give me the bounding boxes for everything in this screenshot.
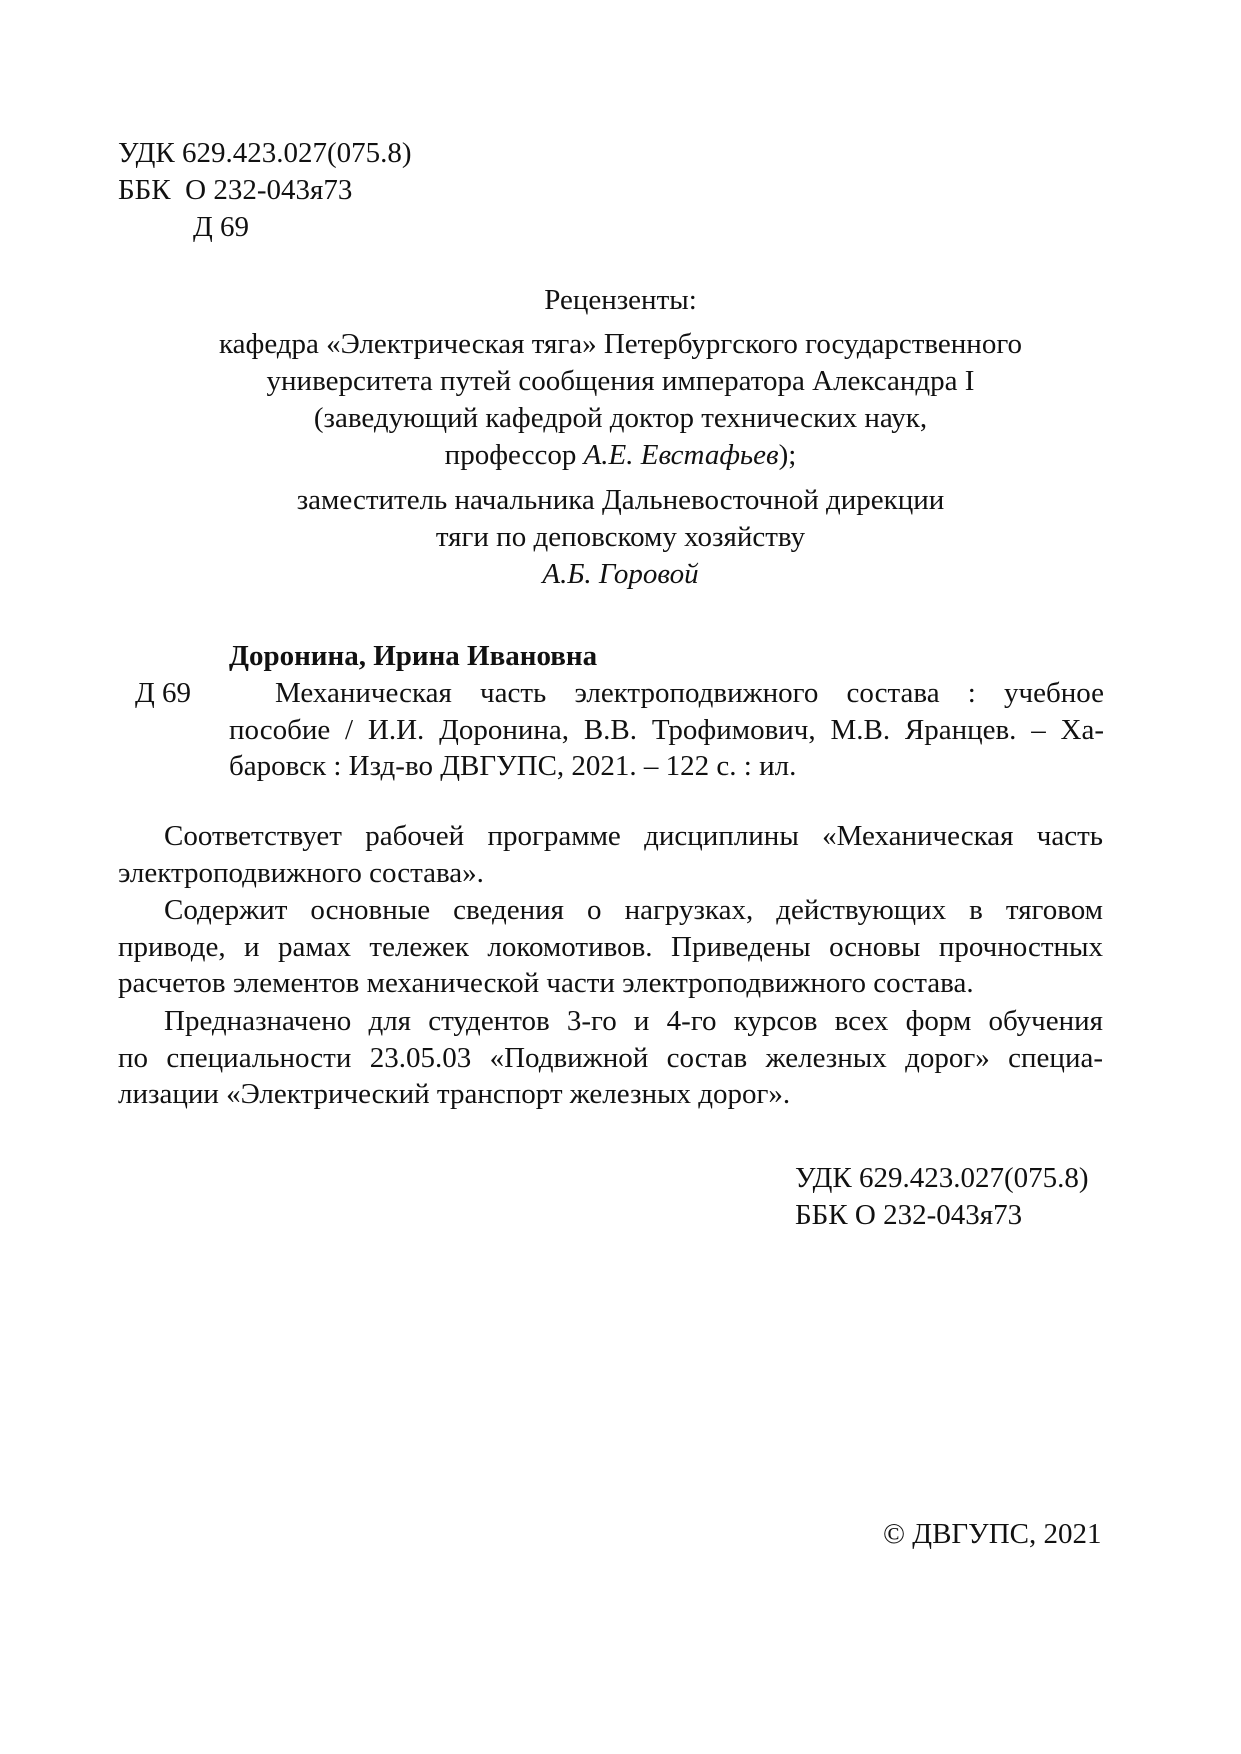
reviewer2-line1: заместитель начальника Дальневосточной дирекции xyxy=(296,484,945,516)
bottom-udk-code: УДК 629.423.027(075.8) xyxy=(795,1162,1089,1194)
bibliographic-line3: баровск : Изд-во ДВГУПС, 2021. – 122 с. : ил. xyxy=(229,750,797,782)
copyright-notice: © ДВГУПС, 2021 xyxy=(883,1518,1102,1550)
annotation-p3-line3: лизации «Электрический транспорт железных дорог». xyxy=(118,1078,791,1110)
annotation-paragraph-2 xyxy=(118,892,1103,1002)
reviewer1-line4 xyxy=(0,437,1241,473)
reviewer1-name: А.Е. Евстафьев xyxy=(583,439,779,471)
bottom-bbk-code: ББК О 232-043я73 xyxy=(795,1199,1023,1231)
annotation-p2-line1: Содержит основные сведения о нагрузках, действующих в тяговом xyxy=(164,894,1103,926)
bibliographic-mark: Д 69 xyxy=(135,677,192,709)
annotation-p1-line2: электроподвижного состава». xyxy=(118,856,484,889)
annotation-paragraph-3 xyxy=(118,1003,1103,1113)
reviewer2-line2: тяги по деповскому хозяйству xyxy=(435,521,806,553)
annotation-p3-line2: по специальности 23.05.03 «Подвижной состав железных дорог» специа- xyxy=(118,1041,1103,1074)
bibliographic-line2: пособие / И.И. Доронина, В.В. Трофимович, М.В. Яранцев. – Ха- xyxy=(229,713,1104,746)
reviewer1-title: профессор xyxy=(444,439,584,471)
author-heading: Доронина, Ирина Ивановна xyxy=(229,640,598,672)
reviewer1-closing: ); xyxy=(778,439,797,471)
bibliographic-line1: Механическая часть электроподвижного состава : учебное xyxy=(275,677,1104,709)
reviewer1-line1: кафедра «Электрическая тяга» Петербургского государственного xyxy=(219,328,1022,360)
author-mark: Д 69 xyxy=(193,211,250,243)
annotation-p2-line3: расчетов элементов механической части электроподвижного состава. xyxy=(118,967,974,999)
reviewers-heading: Рецензенты: xyxy=(544,284,697,316)
reviewer1-line3: (заведующий кафедрой доктор технических наук, xyxy=(313,402,928,434)
annotation-p2-line2: приводе, и рамах тележек локомотивов. Приведены основы прочностных xyxy=(118,930,1103,963)
reviewer2-name: А.Б. Горовой xyxy=(542,558,699,590)
bibliographic-description xyxy=(229,675,1104,785)
bbk-code: ББК О 232-043я73 xyxy=(118,174,353,206)
annotation-p3-line1: Предназначено для студентов 3-го и 4-го курсов всех форм обучения xyxy=(164,1005,1103,1037)
reviewer1-line2: университета путей сообщения императора Александра I xyxy=(266,365,975,397)
udk-code: УДК 629.423.027(075.8) xyxy=(118,137,412,169)
annotation-p1-line1: Соответствует рабочей программе дисциплины «Механическая часть xyxy=(164,820,1103,852)
annotation-paragraph-1 xyxy=(118,818,1103,891)
